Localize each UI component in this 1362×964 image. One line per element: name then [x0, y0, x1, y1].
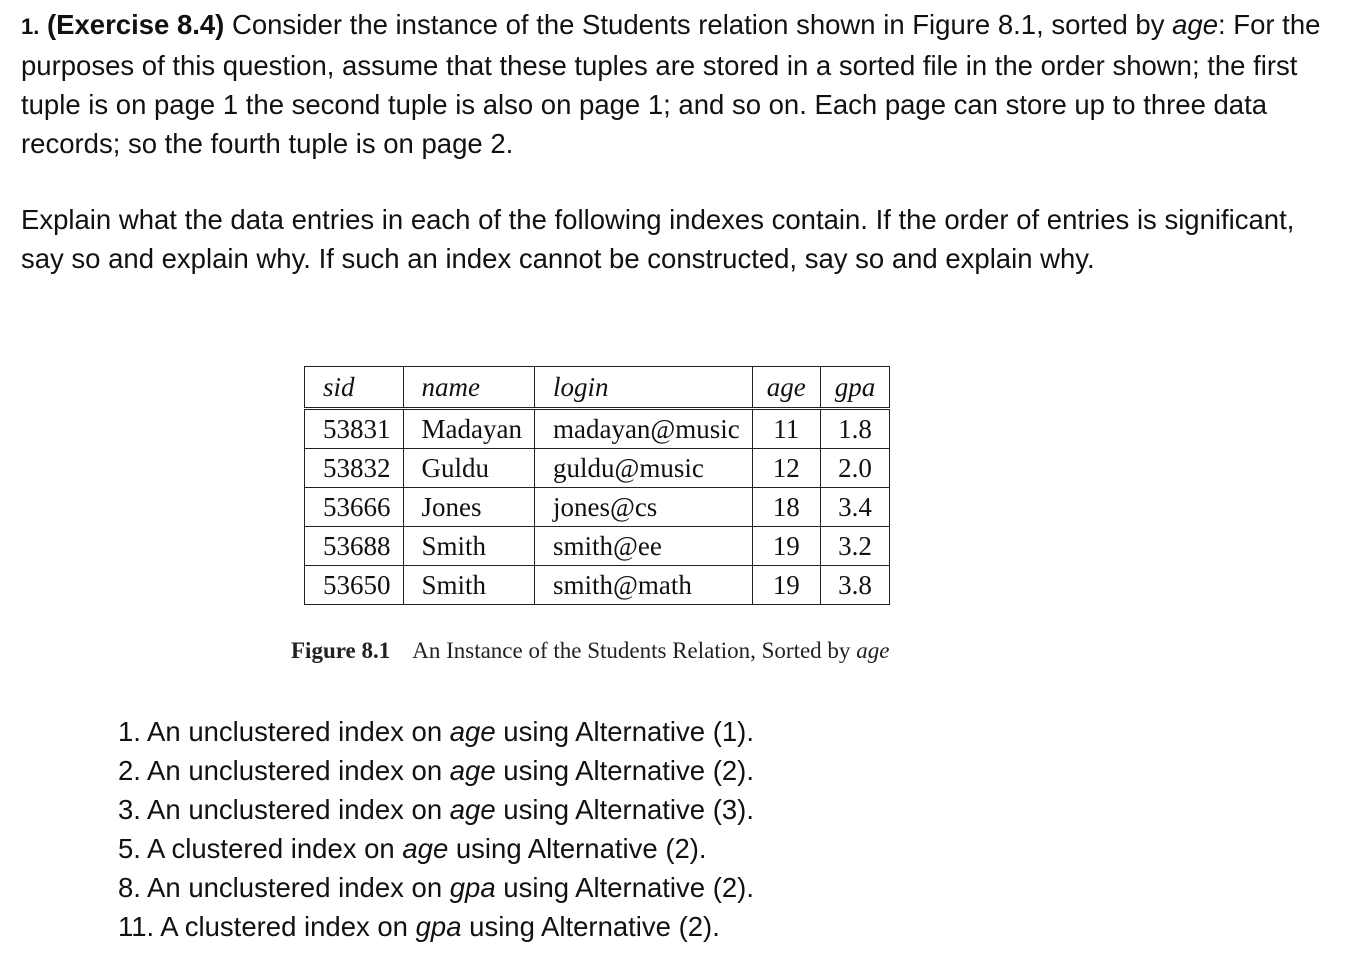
part-attribute: gpa — [449, 872, 496, 903]
cell-sid: 53832 — [305, 449, 404, 488]
cell-age: 12 — [752, 449, 820, 488]
question-intro-b: : For the purposes of this question, assume that these tuples are stored in a sorted file in the order shown; the first tuple is on page 1 the second tuple is also on page 1; and so on. Each page can store up to three data records; so the fourth tuple is on page 2. — [21, 9, 1321, 159]
part-text: 8. An unclustered index on — [118, 872, 450, 903]
cell-name: Guldu — [403, 449, 534, 488]
cell-gpa: 3.2 — [820, 527, 890, 566]
part-attribute: age — [402, 833, 449, 864]
instructions-paragraph: Explain what the data entries in each of the following indexes contain. If the order of entries is significant, say so and explain why. If such an index cannot be constructed, say so and explain why. — [21, 204, 1295, 274]
part-text: 11. A clustered index on — [118, 911, 416, 942]
part-text: 1. An unclustered index on — [118, 716, 450, 747]
cell-login: jones@cs — [534, 488, 752, 527]
part-text: using Alternative (1). — [495, 716, 754, 747]
cell-sid: 53831 — [305, 409, 404, 449]
cell-name: Madayan — [403, 409, 534, 449]
list-item — [118, 907, 1218, 946]
cell-login: guldu@music — [534, 449, 752, 488]
question-text — [21, 5, 1351, 163]
exercise-label: (Exercise 8.4) — [47, 9, 225, 40]
cell-login: madayan@music — [534, 409, 752, 449]
cell-login: smith@ee — [534, 527, 752, 566]
table-row — [305, 449, 890, 488]
figure-caption-text: An Instance of the Students Relation, Sorted by — [412, 638, 857, 663]
header-sid: sid — [305, 367, 404, 409]
cell-gpa: 2.0 — [820, 449, 890, 488]
cell-gpa: 3.8 — [820, 566, 890, 605]
header-name: name — [403, 367, 534, 409]
table-row — [305, 566, 890, 605]
question-number: 1. — [21, 14, 40, 39]
part-text: using Alternative (2). — [495, 755, 754, 786]
part-text: using Alternative (2). — [448, 833, 707, 864]
figure-caption — [291, 638, 889, 664]
part-text: 2. An unclustered index on — [118, 755, 450, 786]
part-attribute: age — [449, 755, 496, 786]
cell-name: Smith — [403, 527, 534, 566]
part-attribute: gpa — [415, 911, 462, 942]
cell-name: Jones — [403, 488, 534, 527]
header-gpa: gpa — [820, 367, 890, 409]
part-text: 5. A clustered index on — [118, 833, 403, 864]
students-table — [304, 366, 890, 605]
part-attribute: age — [449, 716, 496, 747]
part-text: using Alternative (2). — [495, 872, 754, 903]
list-item — [118, 751, 1218, 790]
list-item — [118, 829, 1218, 868]
cell-sid: 53666 — [305, 488, 404, 527]
cell-age: 18 — [752, 488, 820, 527]
list-item — [118, 868, 1218, 907]
question-intro-a: Consider the instance of the Students relation shown in Figure 8.1, sorted by — [224, 9, 1173, 40]
cell-age: 11 — [752, 409, 820, 449]
list-item — [118, 790, 1218, 829]
figure-caption-italic: age — [856, 638, 890, 663]
table-row — [305, 527, 890, 566]
cell-gpa: 3.4 — [820, 488, 890, 527]
question-parts-list — [118, 712, 1218, 946]
cell-sid: 53650 — [305, 566, 404, 605]
cell-gpa: 1.8 — [820, 409, 890, 449]
cell-name: Smith — [403, 566, 534, 605]
table-header-row — [305, 367, 890, 409]
part-attribute: age — [449, 794, 496, 825]
figure-label: Figure 8.1 — [291, 638, 391, 663]
question-paragraph — [21, 5, 1351, 163]
question-intro-age: age — [1172, 9, 1219, 40]
part-text: 3. An unclustered index on — [118, 794, 450, 825]
part-text: using Alternative (2). — [461, 911, 720, 942]
part-text: using Alternative (3). — [495, 794, 754, 825]
cell-age: 19 — [752, 527, 820, 566]
table-row — [305, 488, 890, 527]
list-item — [118, 712, 1218, 751]
cell-age: 19 — [752, 566, 820, 605]
instructions-text — [21, 200, 1341, 278]
cell-login: smith@math — [534, 566, 752, 605]
header-age: age — [752, 367, 820, 409]
cell-sid: 53688 — [305, 527, 404, 566]
header-login: login — [534, 367, 752, 409]
table-row — [305, 409, 890, 449]
